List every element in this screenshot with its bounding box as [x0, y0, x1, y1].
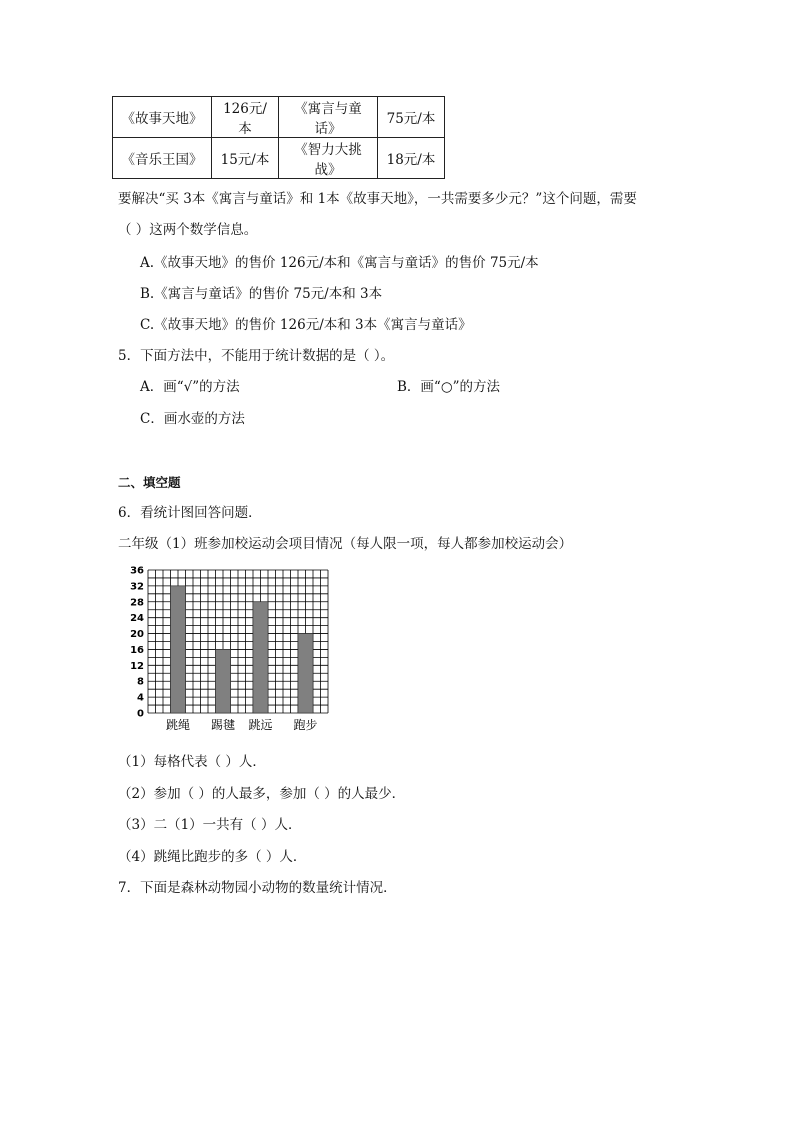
- y-tick-label: 8: [137, 676, 144, 688]
- table-cell: 《故事天地》: [113, 97, 212, 138]
- bar-chart: [120, 560, 350, 738]
- q4-option-a: A.《故事天地》的售价 126元/本和《寓言与童话》的售价 75元/本: [140, 255, 539, 271]
- q6-sub1: （1）每格代表（ ）人．: [118, 754, 266, 770]
- bar: [171, 586, 186, 713]
- table-cell: 126元/本: [212, 97, 279, 138]
- q6-sub3: （3）二（1）一共有（ ）人．: [118, 817, 302, 833]
- q5-option-a: A．画“√”的方法: [140, 379, 240, 395]
- x-category-label: 跑步: [293, 718, 318, 732]
- x-category-label: 跳远: [248, 718, 273, 732]
- table-cell: 75元/本: [378, 97, 445, 138]
- q6-stem: 6．看统计图回答问题．: [118, 505, 262, 521]
- q5-stem: 5．下面方法中，不能用于统计数据的是（ ）。: [118, 348, 395, 364]
- y-tick-label: 24: [130, 613, 144, 625]
- bar: [253, 602, 268, 713]
- y-tick-label: 32: [130, 581, 144, 593]
- q4-stem-line2: （ ）这两个数学信息。: [118, 222, 258, 238]
- q5-option-b: B．画“○”的方法: [397, 379, 501, 395]
- x-category-label: 跳绳: [165, 718, 191, 732]
- table-cell: 《寓言与童话》: [279, 97, 378, 138]
- x-category-label: 踢毽: [210, 718, 236, 732]
- bar: [216, 649, 231, 713]
- chart-caption: 二年级（1）班参加校运动会项目情况（每人限一项，每人都参加校运动会）: [118, 536, 573, 552]
- y-tick-label: 36: [130, 565, 144, 577]
- y-tick-label: 4: [137, 692, 144, 704]
- q7-stem: 7．下面是森林动物园小动物的数量统计情况．: [118, 880, 397, 896]
- y-tick-label: 28: [130, 597, 144, 609]
- y-tick-label: 16: [130, 644, 144, 656]
- table-cell: 《音乐王国》: [113, 138, 212, 179]
- q4-option-b: B.《寓言与童话》的售价 75元/本和 3本: [140, 286, 383, 302]
- q5-option-c: C．画水壶的方法: [140, 411, 245, 427]
- bar: [298, 634, 313, 713]
- table-cell: 《智力大挑战》: [279, 138, 378, 179]
- q4-option-c: C.《故事天地》的售价 126元/本和 3本《寓言与童话》: [140, 317, 472, 333]
- section-heading: 二、填空题: [118, 475, 181, 490]
- table-row: [113, 97, 445, 138]
- y-tick-label: 0: [137, 708, 144, 720]
- table-row: [113, 138, 445, 179]
- price-table: [112, 96, 445, 179]
- y-tick-label: 20: [130, 629, 144, 641]
- table-cell: 18元/本: [378, 138, 445, 179]
- y-tick-label: 12: [130, 660, 144, 672]
- q6-sub4: （4）跳绳比跑步的多（ ）人．: [118, 849, 307, 865]
- q4-stem-line1: 要解决“买 3本《寓言与童话》和 1本《故事天地》，一共需要多少元？”这个问题，需要: [118, 191, 637, 207]
- table-cell: 15元/本: [212, 138, 279, 179]
- q6-sub2: （2）参加（ ）的人最多，参加（ ）的人最少．: [118, 786, 406, 802]
